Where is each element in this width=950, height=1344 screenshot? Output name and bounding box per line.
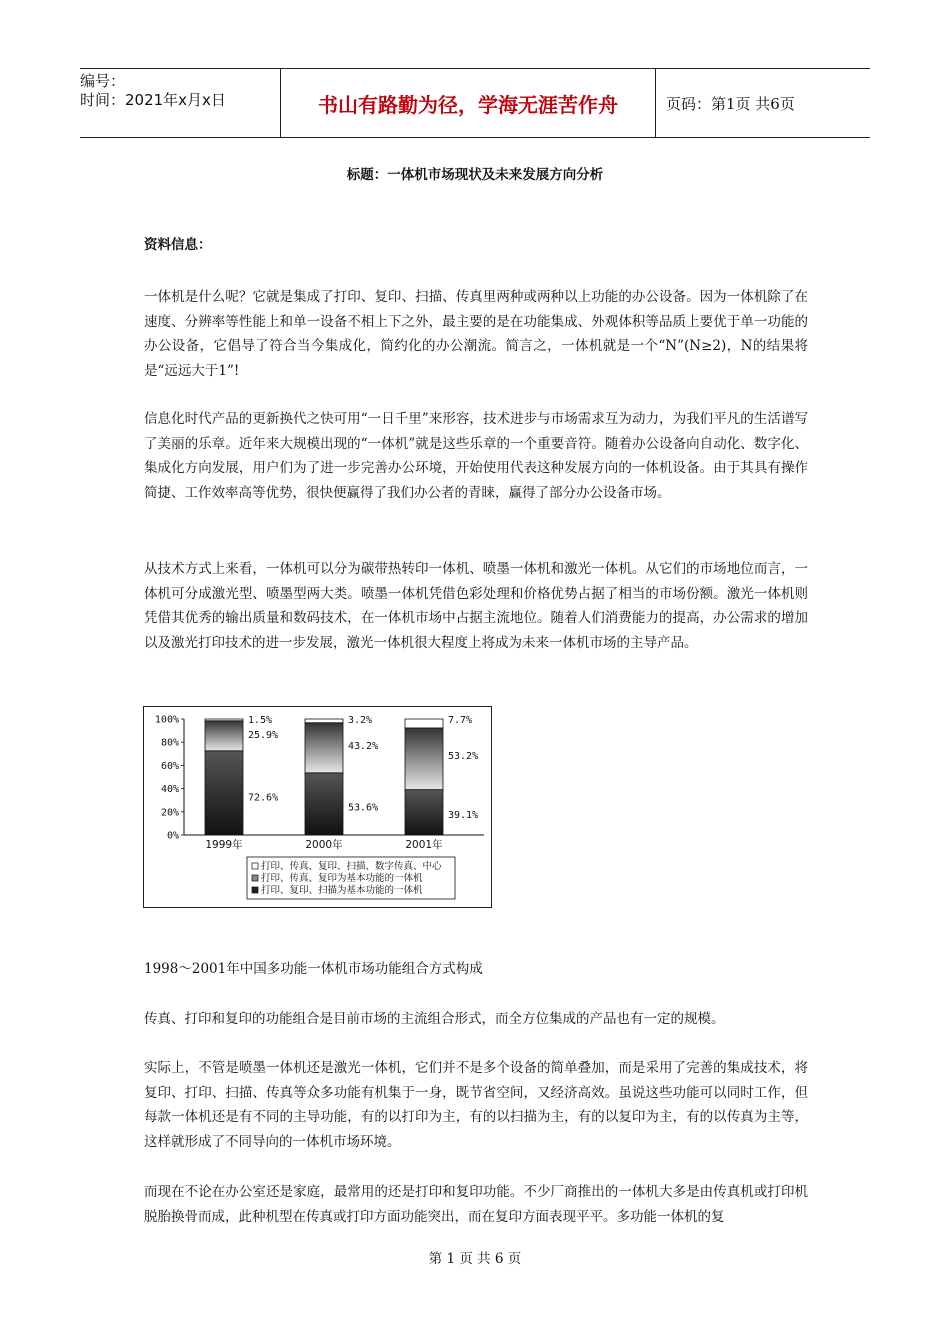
market-composition-chart xyxy=(143,706,492,908)
y-tick-label: 100% xyxy=(154,714,179,726)
paragraph-3: 从技术方式上来看，一体机可以分为碳带热转印一体机、喷墨一体机和激光一体机。从它们的市场地位而言，一体机可分成激光型、喷墨型两大类。喷墨一体机凭借色彩处理和价格优势占据了相当的市场份额。激光一体机则凭借其优秀的输出质量和数码技术，在一体机市场中占据主流地位。随着人们消费能力的提高，办公需求的增加以及激光打印技术的进一步发展，激光一体机很大程度上将成为未来一体机市场的主导产品。 xyxy=(144,561,808,651)
x-tick-label: 2001年 xyxy=(405,839,443,851)
legend-label: 打印、传真、复印、扫描、数字传真、中心 xyxy=(261,861,442,872)
paragraph-2: 信息化时代产品的更新换代之快可用“一日千里”来形容，技术进步与市场需求互为动力，为我们平凡的生活谱写了美丽的乐章。近年来大规模出现的“一体机”就是这些乐章的一个重要音符。随着办公设备向自动化、数字化、集成化方向发展，用户们为了进一步完善办公环境，开始使用代表这种发展方向的一体机设备。由于其具有操作简捷、工作效率高等优势，很快便赢得了我们办公者的青睐，赢得了部分办公设备市场。 xyxy=(144,411,808,501)
legend-label: 打印、传真、复印为基本功能的一体机 xyxy=(261,873,423,884)
y-tick-label: 80% xyxy=(160,737,179,749)
data-label: 7.7% xyxy=(448,715,473,727)
bar-segment xyxy=(205,719,243,721)
y-tick-label: 20% xyxy=(160,807,179,819)
paragraph-1: 一体机是什么呢？它就是集成了打印、复印、扫描、传真里两种或两种以上功能的办公设备。因为一体机除了在速度、分辨率等性能上和单一设备不相上下之外，最主要的是在功能集成、外观体积等品质上要优于单一功能的办公设备，它倡导了符合当今集成化，简约化的办公潮流。简言之，一体机就是一个“N”(N≥2)，N的结果将是“远远大于1”! xyxy=(144,289,808,379)
x-tick-label: 2000年 xyxy=(305,839,343,851)
data-label: 3.2% xyxy=(348,715,373,727)
bar-segment xyxy=(405,719,443,728)
y-tick-label: 0% xyxy=(166,830,179,842)
data-label: 72.6% xyxy=(248,792,279,804)
paragraph-4: 传真、打印和复印的功能组合是目前市场的主流组合形式，而全方位集成的产品也有一定的规模。 xyxy=(144,1011,725,1027)
header-meta xyxy=(80,69,280,140)
bar-segment xyxy=(305,719,343,723)
serial-number-label: 编号： xyxy=(80,72,126,90)
bar-segment xyxy=(405,790,443,835)
header-page-code: 页码：第1页 共6页 xyxy=(666,94,795,113)
bar-segment xyxy=(405,728,443,790)
legend-swatch xyxy=(252,887,258,893)
bar-segment xyxy=(305,773,343,835)
header-motto: 书山有路勤为径，学海无涯苦作舟 xyxy=(280,69,656,137)
bar-segment xyxy=(205,751,243,835)
paragraph-6: 而现在不论在办公室还是家庭，最常用的还是打印和复印功能。不少厂商推出的一体机大多是由传真机或打印机脱胎换骨而成，此种机型在传真或打印方面功能突出，而在复印方面表现平平。多功能一体机的复 xyxy=(144,1184,808,1225)
bar-segment xyxy=(205,721,243,751)
data-label: 25.9% xyxy=(248,729,279,741)
chart-canvas xyxy=(144,707,491,907)
legend-label: 打印、复印、扫描为基本功能的一体机 xyxy=(261,885,423,896)
chart-caption: 1998～2001年中国多功能一体机市场功能组合方式构成 xyxy=(144,961,483,977)
legend-swatch xyxy=(252,875,258,881)
data-label: 43.2% xyxy=(348,740,379,752)
date-label: 时间：2021年x月x日 xyxy=(80,91,226,109)
document-header xyxy=(80,68,870,138)
data-label: 1.5% xyxy=(248,715,273,727)
section-label: 资料信息： xyxy=(144,237,212,253)
data-label: 39.1% xyxy=(448,810,479,822)
data-label: 53.2% xyxy=(448,751,479,763)
legend-swatch xyxy=(252,863,258,869)
x-tick-label: 1999年 xyxy=(205,839,243,851)
y-tick-label: 40% xyxy=(160,784,179,796)
document-title: 标题：一体机市场现状及未来发展方向分析 xyxy=(346,167,604,183)
page-footer: 第 1 页 共 6 页 xyxy=(428,1251,522,1267)
bar-segment xyxy=(305,723,343,773)
paragraph-5: 实际上，不管是喷墨一体机还是激光一体机，它们并不是多个设备的简单叠加，而是采用了完善的集成技术，将复印、打印、扫描、传真等众多功能有机集于一身，既节省空间，又经济高效。虽说这些功能可以同时工作，但每款一体机还是有不同的主导功能，有的以打印为主，有的以扫描为主，有的以复印为主，有的以传真为主等，这样就形成了不同导向的一体机市场环境。 xyxy=(144,1060,808,1150)
y-tick-label: 60% xyxy=(160,760,179,772)
data-label: 53.6% xyxy=(348,802,379,814)
